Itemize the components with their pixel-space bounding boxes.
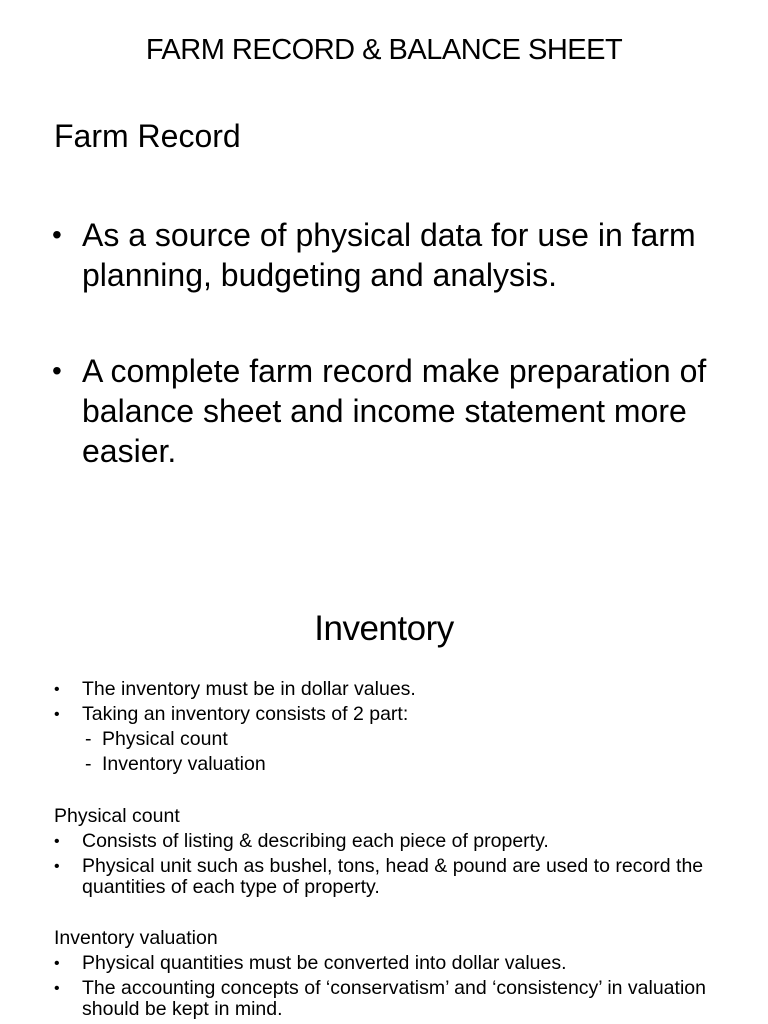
bullet-icon: • (54, 706, 60, 723)
bullet-icon: • (54, 833, 60, 850)
bullet-text: The inventory must be in dollar values. (82, 678, 416, 700)
bullet-text: As a source of physical data for use in farm planning, budgeting and analysis. (82, 217, 696, 293)
bullet-icon: • (54, 980, 60, 997)
slide-inventory (0, 580, 768, 1024)
intro-block (0, 679, 768, 779)
block-heading: Physical count (54, 805, 180, 827)
bullet-text: Physical quantities must be converted into dollar values. (82, 952, 567, 974)
bullet-text: Taking an inventory consists of 2 part: (82, 703, 409, 725)
physical-count-block (0, 806, 768, 902)
list-item (0, 856, 768, 898)
list-item (0, 351, 768, 471)
bullet-text: The accounting concepts of ‘conservatism’ and ‘consistency’ in valuation should be kept in mind. (82, 977, 706, 1020)
bullet-text: Physical unit such as bushel, tons, head & pound are used to record the quantities of each type of property. (82, 855, 704, 898)
dash-icon: - (85, 728, 92, 750)
bullet-list (0, 215, 768, 527)
section-heading: Farm Record (54, 118, 241, 154)
bullet-icon: • (54, 681, 60, 698)
bullet-text: Consists of listing & describing each piece of property. (82, 830, 549, 852)
list-item (0, 704, 768, 725)
sub-item-text: Inventory valuation (102, 753, 266, 775)
slide-title: FARM RECORD & BALANCE SHEET (145, 34, 623, 66)
bullet-icon: • (52, 355, 62, 386)
list-item (0, 215, 768, 295)
sub-item-text: Physical count (102, 728, 228, 750)
bullet-icon: • (54, 858, 60, 875)
bullet-icon: • (54, 955, 60, 972)
sub-list-item (0, 729, 768, 750)
slide-title: Inventory (314, 609, 454, 648)
bullet-text: A complete farm record make preparation of balance sheet and income statement more easier. (82, 353, 707, 469)
sub-list (0, 729, 768, 775)
dash-icon: - (85, 753, 92, 775)
inventory-valuation-block (0, 928, 768, 1024)
list-item (0, 831, 768, 852)
bullet-list (0, 679, 768, 725)
list-item (0, 679, 768, 700)
bullet-list (0, 953, 768, 1020)
bullet-icon: • (52, 219, 62, 250)
block-heading: Inventory valuation (54, 927, 218, 949)
list-item (0, 953, 768, 974)
sub-list-item (0, 754, 768, 775)
list-item (0, 978, 768, 1020)
bullet-list (0, 831, 768, 898)
